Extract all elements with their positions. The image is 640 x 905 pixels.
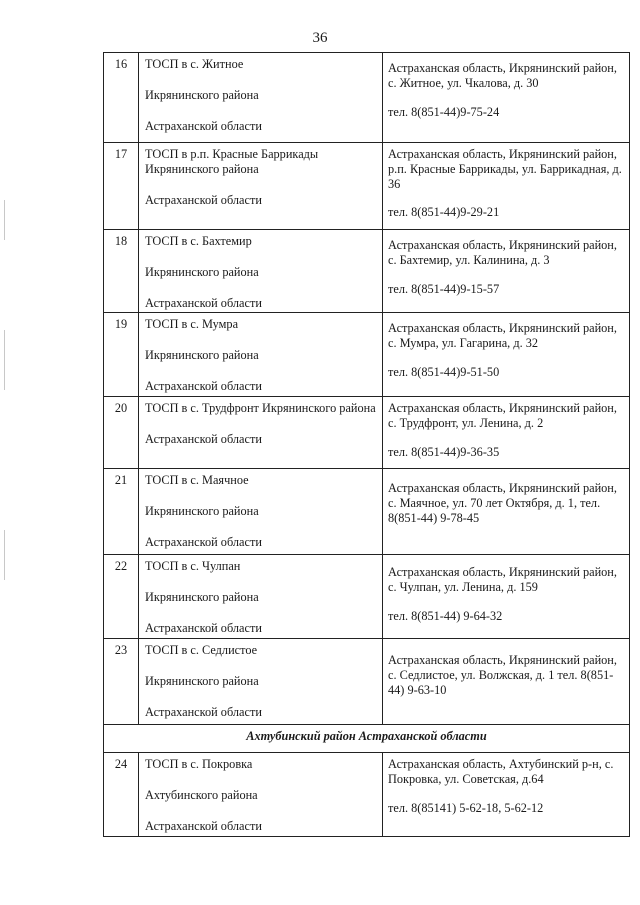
tosp-name-cell (139, 469, 383, 555)
tosp-name-line: Астраханской области (145, 192, 262, 207)
tosp-name-line: Икрянинского района (145, 673, 259, 688)
tosp-name-line: Ахтубинского района (145, 787, 258, 802)
scan-edge-mark (4, 200, 5, 240)
tosp-name-line: ТОСП в с. Маячное (145, 473, 249, 487)
row-number: 24 (104, 753, 139, 837)
phone-text: тел. 8(851-44)9-75-24 (388, 104, 500, 119)
section-heading-row (104, 725, 630, 753)
row-number: 16 (104, 53, 139, 143)
tosp-name-line: Икрянинского района (145, 347, 259, 362)
tosp-name-cell (139, 53, 383, 143)
tosp-name-line: ТОСП в с. Покровка (145, 757, 253, 771)
address-text: Астраханская область, Икрянинский район, с. Седлистое, ул. Волжская, д. 1 тел. 8(851-44) 9-63-10 (388, 653, 617, 697)
phone-text: тел. 8(851-44) 9-64-32 (388, 608, 503, 623)
table-row (104, 639, 630, 725)
tosp-name-line: Астраханской области (145, 118, 262, 133)
tosp-address-cell (383, 753, 630, 837)
table-row (104, 143, 630, 230)
address-text: Астраханская область, Икрянинский район, с. Трудфронт, ул. Ленина, д. 2 (388, 401, 617, 430)
row-number: 21 (104, 469, 139, 555)
tosp-name-cell (139, 753, 383, 837)
table-row (104, 555, 630, 639)
tosp-name-cell (139, 397, 383, 469)
section-heading: Ахтубинский район Астраханской области (104, 725, 630, 753)
address-text: Астраханская область, Икрянинский район, р.п. Красные Баррикады, ул. Баррикадная, д. 36 (388, 147, 622, 191)
address-text: Астраханская область, Икрянинский район, с. Чулпан, ул. Ленина, д. 159 (388, 565, 617, 594)
page-number: 36 (312, 30, 328, 46)
scan-edge-mark (4, 330, 5, 390)
tosp-name-line: Астраханской области (145, 620, 262, 635)
address-text: Астраханская область, Икрянинский район, с. Житное, ул. Чкалова, д. 30 (388, 61, 617, 90)
tosp-address-cell (383, 639, 630, 725)
tosp-address-cell (383, 397, 630, 469)
row-number: 23 (104, 639, 139, 725)
tosp-name-line: ТОСП в с. Чулпан (145, 559, 241, 573)
tosp-name-line: ТОСП в с. Мумра (145, 317, 239, 331)
row-number: 17 (104, 143, 139, 230)
tosp-name-line: Астраханской области (145, 295, 262, 310)
tosp-name-cell (139, 143, 383, 230)
tosp-name-line: Икрянинского района (145, 264, 259, 279)
tosp-table (103, 52, 630, 837)
tosp-address-cell (383, 143, 630, 230)
phone-text: тел. 8(851-44)9-29-21 (388, 205, 500, 220)
table-row (104, 469, 630, 555)
phone-text: тел. 8(851-44)9-51-50 (388, 364, 500, 379)
tosp-address-cell (383, 469, 630, 555)
row-number: 18 (104, 230, 139, 313)
table-row (104, 230, 630, 313)
tosp-name-line: Икрянинского района (145, 87, 259, 102)
tosp-name-line: Астраханской области (145, 818, 262, 833)
tosp-name-line: Астраханской области (145, 704, 262, 719)
tosp-name-line: ТОСП в с. Седлистое (145, 643, 258, 657)
table-row (104, 397, 630, 469)
tosp-name-line: Икрянинского района (145, 503, 259, 518)
table-row (104, 53, 630, 143)
address-text: Астраханская область, Икрянинский район, с. Маячное, ул. 70 лет Октября, д. 1, тел. 8(851-44) 9-78-45 (388, 481, 617, 525)
phone-text: тел. 8(851-44)9-15-57 (388, 281, 500, 296)
tosp-name-cell (139, 313, 383, 397)
address-text: Астраханская область, Икрянинский район, с. Бахтемир, ул. Калинина, д. 3 (388, 238, 617, 267)
row-number: 19 (104, 313, 139, 397)
row-number: 20 (104, 397, 139, 469)
scan-edge-mark (4, 530, 5, 580)
tosp-address-cell (383, 313, 630, 397)
tosp-name-line: ТОСП в с. Трудфронт Икрянинского района (145, 401, 376, 415)
tosp-name-cell (139, 230, 383, 313)
tosp-address-cell (383, 555, 630, 639)
tosp-name-line: ТОСП в с. Житное (145, 57, 244, 71)
tosp-address-cell (383, 230, 630, 313)
tosp-name-line: Икрянинского района (145, 589, 259, 604)
tosp-name-line: Астраханской области (145, 534, 262, 549)
tosp-name-line: Астраханской области (145, 378, 262, 393)
tosp-name-line: Астраханской области (145, 431, 262, 446)
row-number: 22 (104, 555, 139, 639)
table-row (104, 313, 630, 397)
phone-text: тел. 8(85141) 5-62-18, 5-62-12 (388, 800, 544, 815)
table-row (104, 753, 630, 837)
phone-text: тел. 8(851-44)9-36-35 (388, 444, 500, 459)
address-text: Астраханская область, Ахтубинский р-н, с. Покровка, ул. Советская, д.64 (388, 757, 614, 786)
tosp-name-line: ТОСП в р.п. Красные Баррикады Икрянинского района (145, 147, 319, 176)
tosp-address-cell (383, 53, 630, 143)
address-text: Астраханская область, Икрянинский район, с. Мумра, ул. Гагарина, д. 32 (388, 321, 617, 350)
tosp-name-cell (139, 639, 383, 725)
tosp-name-line: ТОСП в с. Бахтемир (145, 234, 252, 248)
tosp-name-cell (139, 555, 383, 639)
